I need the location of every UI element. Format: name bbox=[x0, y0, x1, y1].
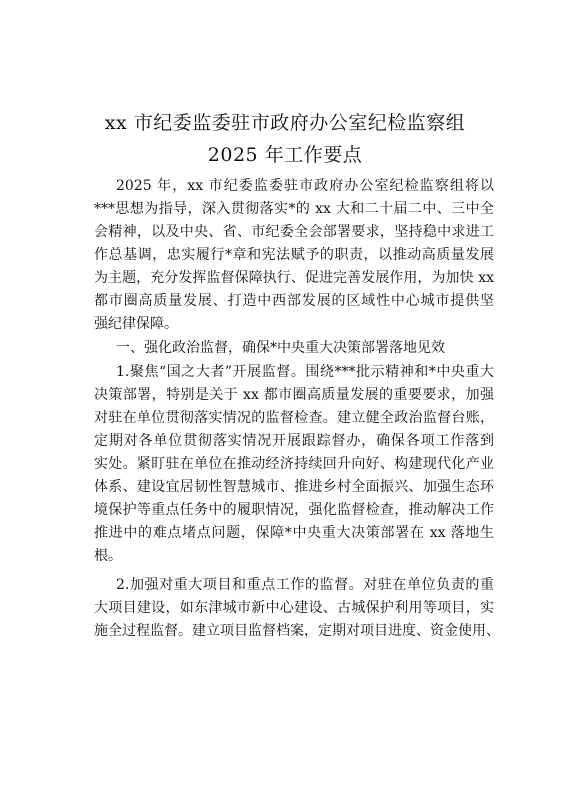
intro-line: ***思想为指导，深入贯彻落实*的 xx 大和二十届二中、三中全 bbox=[94, 201, 494, 217]
intro-line: 作总基调，忠实履行*章和宪法赋予的职责，以推动高质量发展 bbox=[94, 247, 494, 263]
item1-line: 体系、建设宜居韧性智慧城市、推进乡村全面振兴、加强生态环 bbox=[94, 479, 494, 495]
document-subtitle: 2025 年工作要点 bbox=[207, 144, 363, 166]
item1-line: 决策部署，特别是关于 xx 都市圈高质量发展的重要要求，加强 bbox=[94, 387, 494, 403]
item1-line: 定期对各单位贯彻落实情况开展跟踪督办，确保各项工作落到 bbox=[94, 433, 494, 449]
document-title: xx 市纪委监委驻市政府办公室纪检监察组 bbox=[104, 112, 466, 134]
item2-line: 大项目建设，如东津城市新中心建设、古城保护利用等项目，实 bbox=[94, 600, 494, 616]
intro-line: 强纪律保障。 bbox=[94, 316, 178, 332]
item1-line: 对驻在单位贯彻落实情况的监督检查。建立健全政治监督台账， bbox=[94, 410, 494, 426]
item2-line: 2.加强对重大项目和重点工作的监督。对驻在单位负责的重 bbox=[116, 577, 494, 593]
section-heading: 一、强化政治监督，确保*中央重大决策部署落地见效 bbox=[116, 340, 445, 356]
item1-line: 推进中的难点堵点问题，保障*中央重大决策部署在 xx 落地生 bbox=[94, 525, 494, 541]
intro-line: 会精神，以及中央、省、市纪委全会部署要求，坚持稳中求进工 bbox=[94, 224, 494, 240]
item1-line: 境保护等重点任务中的履职情况，强化监督检查，推动解决工作 bbox=[94, 502, 494, 518]
item1-line: 根。 bbox=[94, 548, 122, 564]
item1-line: 1.聚焦“国之大者”开展监督。围绕***批示精神和*中央重大 bbox=[116, 364, 494, 380]
intro-line: 2025 年，xx 市纪委监委驻市政府办公室纪检监察组将以 bbox=[116, 178, 494, 194]
intro-line: 为主题，充分发挥监督保障执行、促进完善发展作用，为加快 xx bbox=[94, 270, 494, 286]
item2-line: 施全过程监督。建立项目监督档案，定期对项目进度、资金使用、 bbox=[94, 623, 500, 639]
intro-line: 都市圈高质量发展、打造中西部发展的区域性中心城市提供坚 bbox=[94, 293, 494, 309]
item1-line: 实处。紧盯驻在单位在推动经济持续回升向好、构建现代化产业 bbox=[94, 456, 494, 472]
